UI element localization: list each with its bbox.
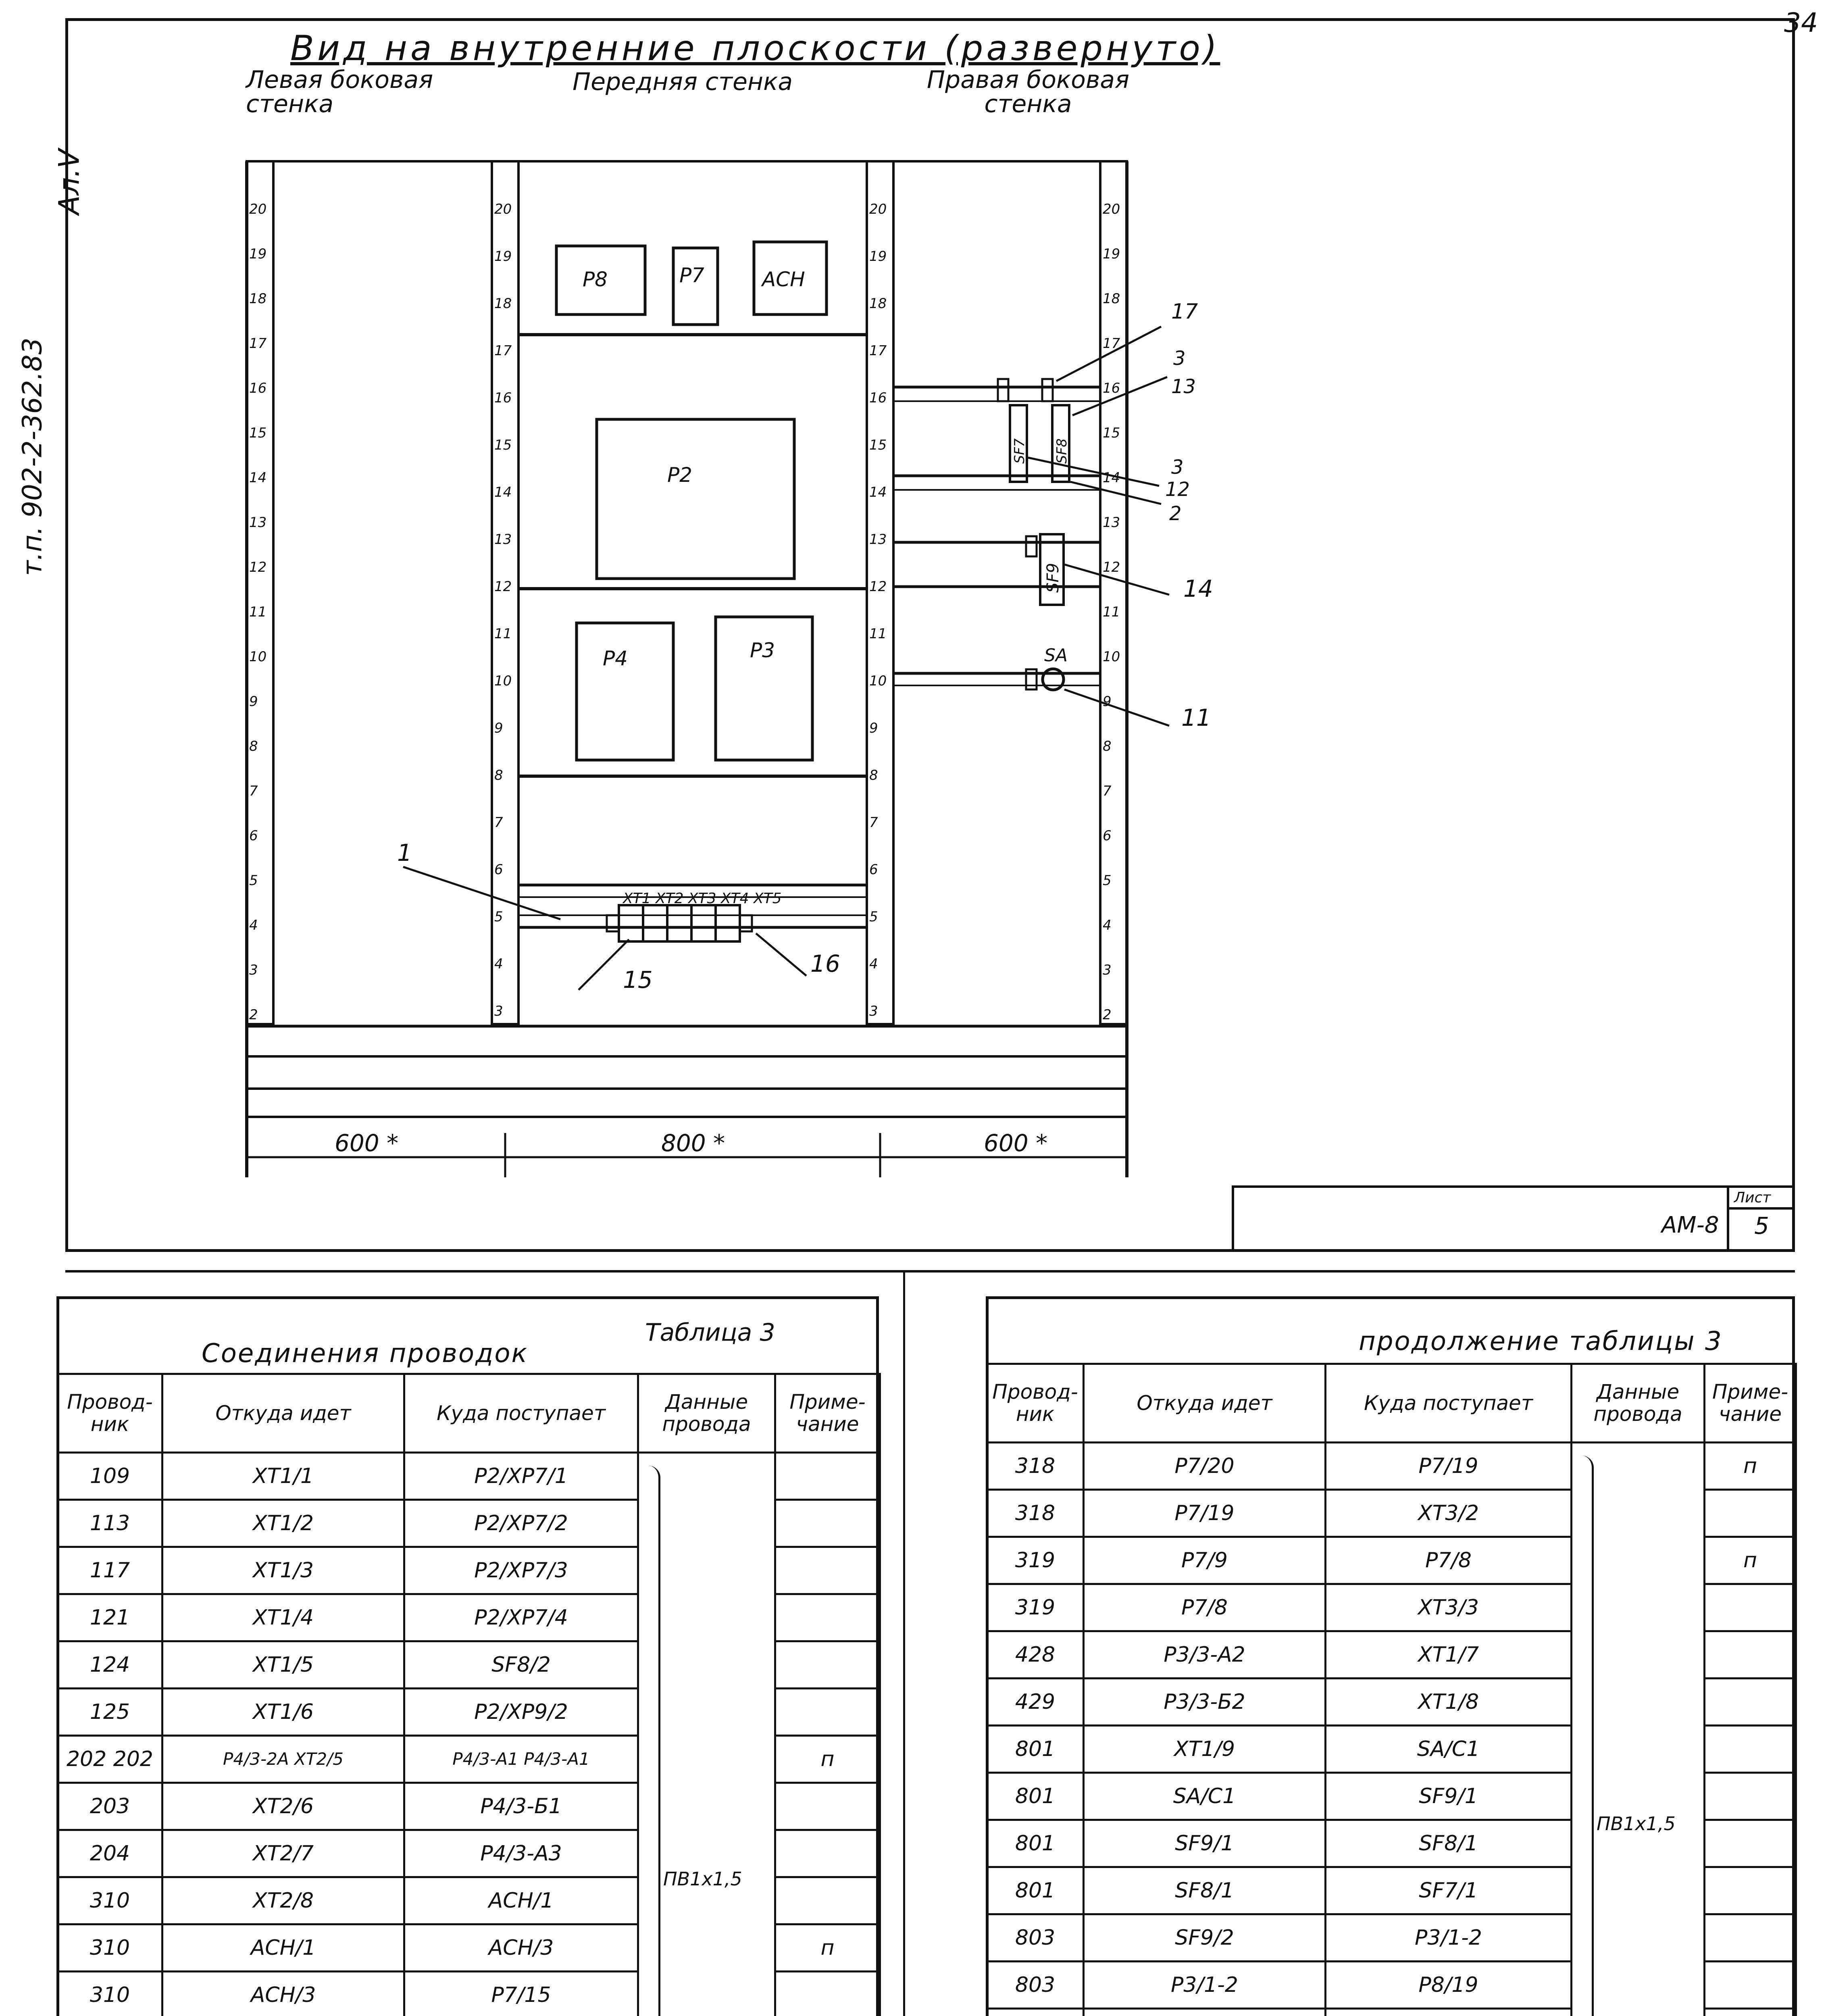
ruler-tick-label: 9	[494, 720, 503, 736]
ruler-tick-label: 11	[1103, 604, 1120, 620]
wire-id: 204	[58, 1830, 162, 1877]
device-label-p2: Р2	[667, 463, 692, 487]
from-cell: Р7/19	[1084, 1490, 1326, 1537]
device-label-p3: Р3	[750, 639, 775, 662]
wire-id: 319	[987, 1537, 1084, 1584]
callout-14: 14	[1183, 575, 1213, 602]
sheet-label: Лист	[1734, 1189, 1771, 1206]
callout-3b: 3	[1171, 456, 1184, 479]
callout-13: 13	[1171, 375, 1196, 398]
ruler-tick-label: 18	[869, 296, 887, 312]
wire-id: 428	[987, 1631, 1084, 1679]
wire-data-cell	[638, 1453, 775, 2016]
device-box	[577, 623, 673, 760]
ruler-tick-label: 13	[494, 531, 512, 548]
ruler-tick-label: 10	[494, 673, 512, 689]
ruler-tick-label: 3	[494, 1003, 503, 1019]
header-note: Приме-чание	[1705, 1364, 1796, 1443]
ruler-tick-label: 19	[249, 246, 267, 262]
from-cell: Р4/3-2А ХТ2/5	[162, 1736, 404, 1783]
note-cell	[1705, 1631, 1796, 1679]
ruler-tick-label: 12	[249, 559, 267, 575]
ruler-tick-label: 5	[1103, 873, 1112, 889]
terminal-block	[643, 905, 667, 941]
ruler-tick-label: 7	[494, 814, 503, 831]
ruler-tick-label: 8	[1103, 738, 1112, 754]
to-cell: SA/С1	[1326, 1726, 1572, 1773]
wire-data-cell	[1572, 1443, 1705, 2016]
to-cell: Р2/ХР7/1	[404, 1453, 638, 1500]
wire-id	[987, 2009, 1084, 2016]
from-cell: ХТ1/1	[162, 1453, 404, 1500]
ruler-tick-label: 7	[869, 814, 878, 831]
ruler-tick-label: 7	[249, 783, 258, 799]
from-cell: ХТ1/6	[162, 1689, 404, 1736]
wire-id: 310	[58, 1972, 162, 2016]
header-from: Откуда идет	[1084, 1364, 1326, 1443]
ruler-tick-label: 15	[494, 437, 512, 453]
terminal-block	[667, 905, 691, 941]
ruler-tick-label: 11	[869, 626, 887, 642]
from-cell: ХТ1/3	[162, 1547, 404, 1594]
ruler-tick-label: 16	[494, 390, 512, 406]
wire-id: 125	[58, 1689, 162, 1736]
to-cell: АСН/1	[404, 1877, 638, 1924]
to-cell: ХТ1/8	[1326, 1679, 1572, 1726]
left-table-caption: Соединения проводок	[202, 1339, 529, 1368]
side-stamp: т.п. 902-2-362.83	[17, 337, 48, 576]
right-wall-label: Правая боковая стенка	[926, 66, 1130, 118]
from-cell: ХТ1/5	[162, 1641, 404, 1689]
ruler-tick-label: 17	[869, 343, 887, 359]
leader-line	[1064, 689, 1169, 726]
callout-17: 17	[1171, 300, 1198, 324]
ruler-tick-label: 18	[249, 291, 267, 307]
from-cell: ХТ1/9	[1084, 1726, 1326, 1773]
ruler-tick-label: 17	[249, 335, 267, 352]
drawing-title-block	[1232, 1185, 1795, 1252]
note-cell	[775, 1500, 880, 1547]
callout-15: 15	[623, 966, 653, 993]
to-cell: Р7/19	[1326, 1443, 1572, 1490]
right-table-caption: продолжение таблицы 3	[1359, 1327, 1723, 1356]
to-cell: ХТ3/3	[1326, 1584, 1572, 1631]
note-cell	[1705, 2009, 1796, 2016]
album-label: Ал.V	[52, 149, 86, 215]
wire-id: 117	[58, 1547, 162, 1594]
wire-id: 124	[58, 1641, 162, 1689]
from-cell: ХТ1/2	[162, 1500, 404, 1547]
ruler-tick-label: 4	[494, 956, 503, 972]
from-cell: Р3/3-А2	[1084, 1631, 1326, 1679]
wire-id: 803	[987, 1914, 1084, 1962]
leader-line	[1028, 458, 1159, 486]
ruler-tick-label: 5	[249, 873, 258, 889]
wire-id: 801	[987, 1867, 1084, 1914]
header-wire-data: Данные провода	[638, 1374, 775, 1453]
ruler-tick-label: 13	[869, 531, 887, 548]
note-cell	[775, 1453, 880, 1500]
to-cell: АСН/3	[404, 1924, 638, 1972]
note-cell	[775, 1783, 880, 1830]
to-cell: ХТ1/7	[1326, 1631, 1572, 1679]
terminal-labels: ХТ1 ХТ2 ХТ3 ХТ4 ХТ5	[623, 890, 782, 907]
ruler-tick-label: 18	[1103, 291, 1120, 307]
ruler-tick-label: 8	[249, 738, 258, 754]
to-cell: ХТ3/2	[1326, 1490, 1572, 1537]
ruler-tick-label: 5	[494, 909, 503, 925]
to-cell: Р2/ХР7/3	[404, 1547, 638, 1594]
ruler-tick-label: 15	[1103, 425, 1120, 441]
wire-id: 801	[987, 1820, 1084, 1867]
leader-line	[403, 867, 560, 919]
to-cell: Р4/3-А1 Р4/3-А1	[404, 1736, 638, 1783]
ruler-tick-label: 11	[249, 604, 267, 620]
drawing-title: Вид на внутренние плоскости (развернуто)	[290, 28, 1220, 69]
to-cell: Р3/1-2	[1326, 1914, 1572, 1962]
from-cell: ХТ2/7	[162, 1830, 404, 1877]
from-cell: Р3/3-Б2	[1084, 1679, 1326, 1726]
callout-12: 12	[1165, 478, 1190, 501]
from-cell: SF9/1	[1084, 1820, 1326, 1867]
header-from: Откуда идет	[162, 1374, 404, 1453]
from-cell: SF9/2	[1084, 1914, 1326, 1962]
ruler-tick-label: 2	[249, 1007, 258, 1023]
from-cell: АСН/3	[162, 1972, 404, 2016]
ruler-tick-label: 19	[494, 248, 512, 264]
page-number: 34	[1784, 7, 1818, 38]
to-cell	[1326, 2009, 1572, 2016]
from-cell	[1084, 2009, 1326, 2016]
ruler-tick-label: 12	[1103, 559, 1120, 575]
ruler-tick-label: 15	[869, 437, 887, 453]
header-to: Куда поступает	[404, 1374, 638, 1453]
ruler-tick-label: 8	[869, 767, 878, 783]
ruler-tick-label: 3	[869, 1003, 878, 1019]
to-cell: Р4/3-А3	[404, 1830, 638, 1877]
from-cell: SF8/1	[1084, 1867, 1326, 1914]
from-cell: Р3/1-2	[1084, 1962, 1326, 2009]
device-label-p7: Р7	[679, 264, 704, 287]
callout-3a: 3	[1173, 347, 1186, 370]
breaker-label-sf7: SF7	[1012, 438, 1028, 464]
ruler-tick-label: 20	[494, 201, 512, 217]
table-row	[987, 1443, 1796, 1490]
ruler-tick-label: 4	[1103, 917, 1112, 933]
wire-id: 203	[58, 1783, 162, 1830]
callout-2: 2	[1169, 502, 1182, 525]
note-cell: п	[775, 1736, 880, 1783]
header-wire: Провод-ник	[58, 1374, 162, 1453]
note-cell	[1705, 1726, 1796, 1773]
leader-line	[1056, 327, 1161, 381]
from-cell: ХТ2/6	[162, 1783, 404, 1830]
to-cell: SF8/2	[404, 1641, 638, 1689]
ruler-tick-label: 6	[249, 828, 258, 844]
switch-label-sa: SA	[1044, 645, 1068, 666]
from-cell: SA/С1	[1084, 1773, 1326, 1820]
callout-16: 16	[810, 950, 840, 977]
left-wiring-table	[56, 1373, 881, 2016]
wire-id: 310	[58, 1924, 162, 1972]
wire-id: 310	[58, 1877, 162, 1924]
terminal-end-stop	[607, 915, 619, 931]
note-cell	[775, 1877, 880, 1924]
wire-id: 801	[987, 1773, 1084, 1820]
wire-data-bracket	[645, 1466, 660, 2016]
front-wall-label: Передняя стенка	[573, 68, 793, 96]
note-cell	[1705, 1867, 1796, 1914]
dimension-right: 600 *	[984, 1129, 1048, 1157]
ruler-tick-label: 15	[249, 425, 267, 441]
ruler-tick-label: 16	[869, 390, 887, 406]
ruler-tick-label: 13	[1103, 514, 1120, 531]
to-cell: Р7/15	[404, 1972, 638, 2016]
ruler-tick-label: 10	[1103, 649, 1120, 665]
ruler-tick-label: 16	[249, 380, 267, 396]
ruler-tick-label: 10	[249, 649, 267, 665]
sheet-separator	[65, 1270, 1795, 1272]
ruler-tick-label: 9	[249, 694, 258, 710]
ruler-tick-label: 14	[1103, 470, 1120, 486]
clamp	[1042, 379, 1053, 401]
left-table-name: Таблица 3	[645, 1318, 775, 1347]
table-row	[58, 1453, 880, 1500]
terminal-block	[716, 905, 740, 941]
wire-id: 319	[987, 1584, 1084, 1631]
wire-data-label: ПВ1х1,5	[1597, 1813, 1676, 1835]
to-cell: Р4/3-Б1	[404, 1783, 638, 1830]
device-label-ach: АСН	[762, 268, 805, 291]
ruler-tick-label: 13	[249, 514, 267, 531]
note-cell	[775, 1830, 880, 1877]
ruler-tick-label: 20	[869, 201, 887, 217]
note-cell	[775, 1972, 880, 2016]
note-cell	[1705, 1773, 1796, 1820]
note-cell: п	[1705, 1443, 1796, 1490]
from-cell: АСН/1	[162, 1924, 404, 1972]
ruler-tick-label: 3	[249, 962, 258, 978]
wire-id: 801	[987, 1726, 1084, 1773]
to-cell: SF7/1	[1326, 1867, 1572, 1914]
clamp	[1026, 536, 1037, 556]
to-cell: Р2/ХР7/4	[404, 1594, 638, 1641]
note-cell	[775, 1547, 880, 1594]
ruler-tick-label: 14	[494, 484, 512, 500]
device-box	[597, 419, 794, 579]
callout-11: 11	[1181, 704, 1211, 731]
device-label-p4: Р4	[603, 647, 628, 670]
note-cell	[775, 1594, 880, 1641]
ruler-tick-label: 20	[1103, 201, 1120, 217]
sheet-separator-vertical	[903, 1270, 905, 2016]
header-wire: Провод-ник	[987, 1364, 1084, 1443]
breaker-label-sf8: SF8	[1054, 438, 1070, 464]
wire-id: 429	[987, 1679, 1084, 1726]
ruler-tick-label: 11	[494, 626, 512, 642]
to-cell: SF9/1	[1326, 1773, 1572, 1820]
title-block-divider	[1729, 1207, 1795, 1210]
header-note: Приме-чание	[775, 1374, 880, 1453]
to-cell: SF8/1	[1326, 1820, 1572, 1867]
from-cell: Р7/9	[1084, 1537, 1326, 1584]
callout-1: 1	[397, 839, 412, 866]
from-cell: Р7/20	[1084, 1443, 1326, 1490]
ruler-tick-label: 8	[494, 767, 503, 783]
ruler-tick-label: 5	[869, 909, 878, 925]
doc-code: АМ-8	[1661, 1212, 1719, 1238]
note-cell	[775, 1641, 880, 1689]
from-cell: ХТ1/4	[162, 1594, 404, 1641]
ruler-tick-label: 14	[249, 470, 267, 486]
note-cell	[1705, 1490, 1796, 1537]
title-block-divider	[1727, 1188, 1729, 1250]
wire-data-label: ПВ1х1,5	[663, 1868, 742, 1890]
wire-id: 803	[987, 1962, 1084, 2009]
ruler-tick-label: 7	[1103, 783, 1112, 799]
leader-line	[756, 933, 806, 976]
ruler-tick-label: 6	[494, 862, 503, 878]
to-cell: Р8/19	[1326, 1962, 1572, 2009]
ruler-tick-label: 17	[494, 343, 512, 359]
to-cell: Р7/8	[1326, 1537, 1572, 1584]
ruler-tick-label: 19	[869, 248, 887, 264]
wire-id: 113	[58, 1500, 162, 1547]
ruler-tick-label: 6	[1103, 828, 1112, 844]
ruler-tick-label: 9	[869, 720, 878, 736]
ruler-tick-label: 9	[1103, 694, 1112, 710]
sheet-number: 5	[1754, 1212, 1769, 1239]
terminal-block	[619, 905, 643, 941]
to-cell: Р2/ХР9/2	[404, 1689, 638, 1736]
ruler-tick-label: 3	[1103, 962, 1112, 978]
ruler-tick-label: 4	[869, 956, 878, 972]
terminal-block	[691, 905, 716, 941]
dimension-left: 600 *	[335, 1129, 399, 1157]
ruler-tick-label: 4	[249, 917, 258, 933]
note-cell: п	[775, 1924, 880, 1972]
ruler-tick-label: 12	[869, 579, 887, 595]
ruler-tick-label: 18	[494, 296, 512, 312]
wire-id: 318	[987, 1490, 1084, 1537]
leader-line	[579, 939, 629, 990]
clamp	[998, 379, 1008, 401]
breaker-label-sf9: SF9	[1044, 563, 1062, 593]
note-cell	[1705, 1679, 1796, 1726]
from-cell: ХТ2/8	[162, 1877, 404, 1924]
left-wall-label: Левая боковая стенка	[246, 66, 433, 118]
ruler-tick-label: 16	[1103, 380, 1120, 396]
dimension-front: 800 *	[661, 1129, 725, 1157]
from-cell: Р7/8	[1084, 1584, 1326, 1631]
note-cell	[775, 1689, 880, 1736]
terminal-end-stop	[740, 915, 752, 931]
ruler-tick-label: 17	[1103, 335, 1120, 352]
right-wiring-table	[986, 1363, 1797, 2016]
wire-id: 121	[58, 1594, 162, 1641]
to-cell: Р2/ХР7/2	[404, 1500, 638, 1547]
ruler-tick-label: 20	[249, 201, 267, 217]
ruler-tick-label: 6	[869, 862, 878, 878]
ruler-tick-label: 12	[494, 579, 512, 595]
note-cell	[1705, 1584, 1796, 1631]
wire-id: 109	[58, 1453, 162, 1500]
note-cell: п	[1705, 1537, 1796, 1584]
note-cell	[1705, 1914, 1796, 1962]
ruler-tick-label: 10	[869, 673, 887, 689]
device-label-p8: Р8	[583, 268, 608, 291]
wire-id: 318	[987, 1443, 1084, 1490]
ruler-tick-label: 2	[1103, 1007, 1112, 1023]
header-to: Куда поступает	[1326, 1364, 1572, 1443]
wire-data-bracket	[1578, 1456, 1594, 2016]
wire-id: 202 202	[58, 1736, 162, 1783]
header-wire-data: Данные провода	[1572, 1364, 1705, 1443]
ruler-tick-label: 19	[1103, 246, 1120, 262]
ruler-tick-label: 14	[869, 484, 887, 500]
note-cell	[1705, 1820, 1796, 1867]
note-cell	[1705, 1962, 1796, 2009]
